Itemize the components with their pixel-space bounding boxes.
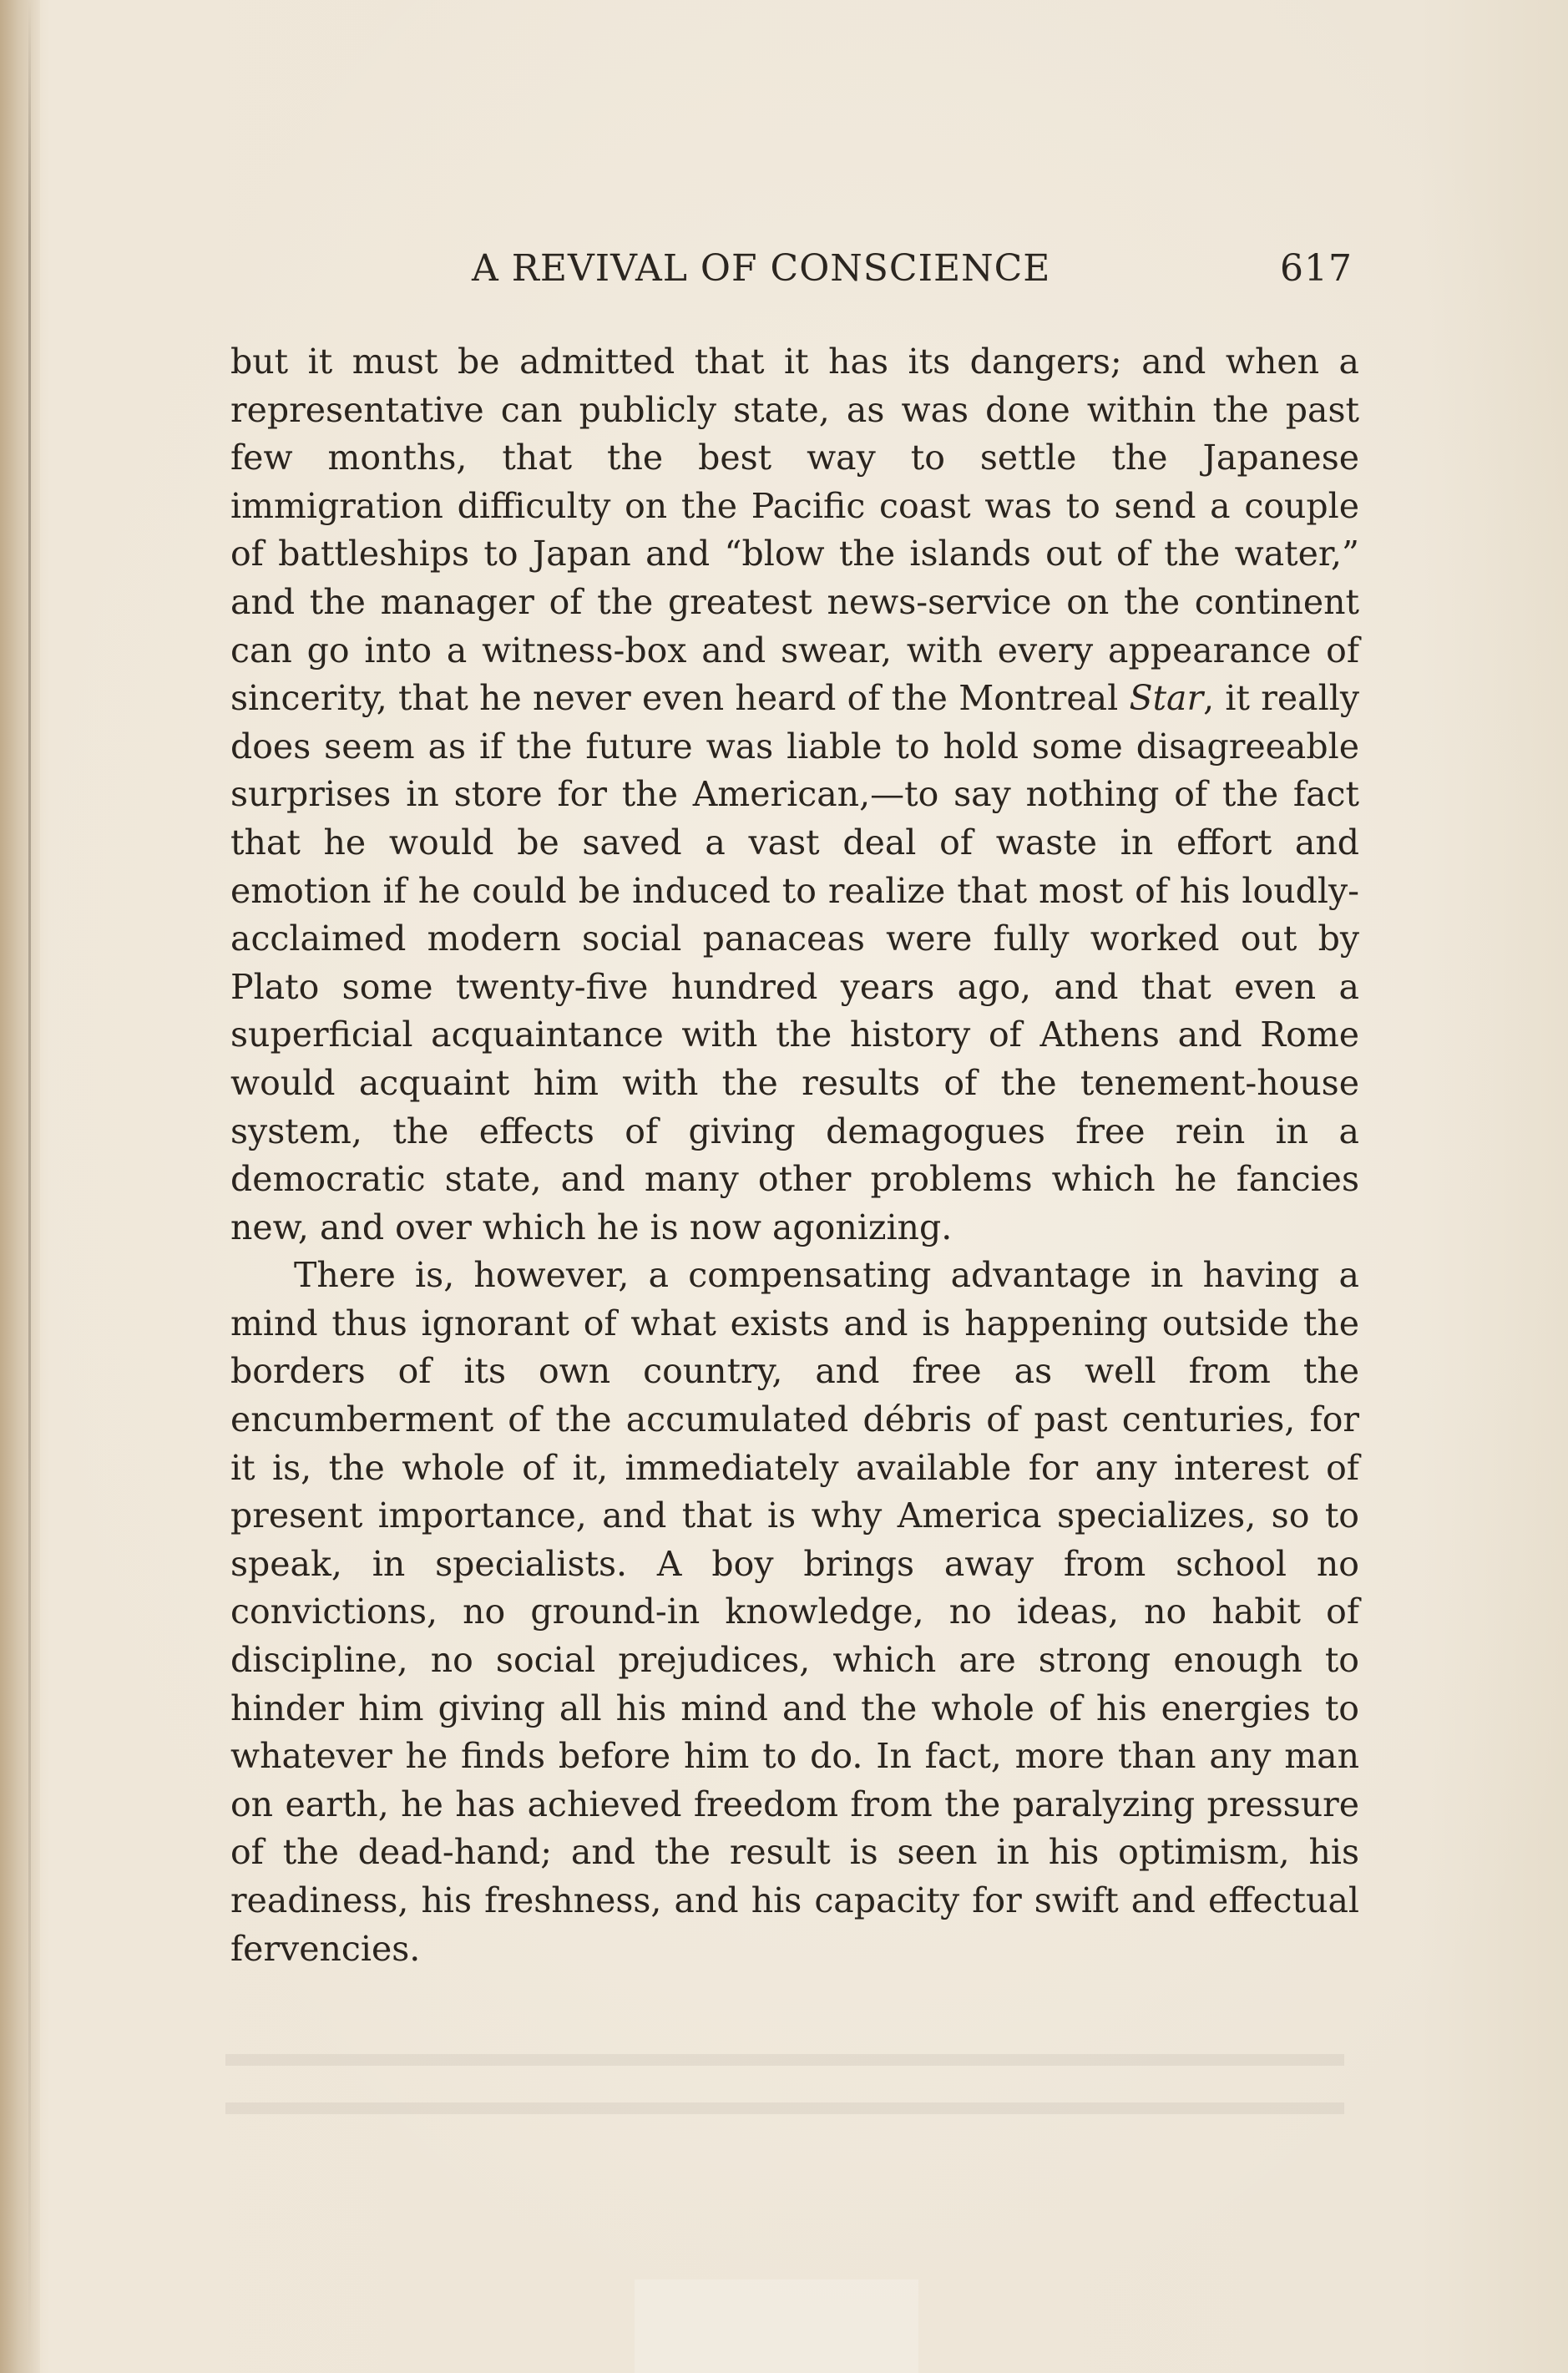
paragraph-1-text-b: , it really does seem as if the future was liable to hold some disagreeable surprises in store for the American,—to say nothing of the fact that he would be saved a vast deal of waste in effort and emotion if he could be induced to realize that most of his loudly-acclaimed modern social panaceas were fully worked out by Plato some twenty-five hundred years ago, and that even a superficial acquaintance with the history of Athens and Rome would acquaint him with the results of the tenement-house system, the effects of giving demagogues free rein in a democratic state, and many other problems which he fancies new, and over which he is now agonizing. bbox=[230, 678, 1359, 1247]
paragraph-2: There is, however, a compensating advantage in having a mind thus ignorant of what exists and is happening outside the borders of its own country, and free as well from the encumberment of the accumulated débris of past centuries, for it is, the whole of it, immediately available for any interest of present importance, and that is why America specializes, so to speak, in specialists. A boy brings away from school no convictions, no ground-in knowledge, no ideas, no habit of discipline, no social prejudices, which are strong enough to hinder him giving all his mind and the whole of his energies to whatever he finds before him to do. In fact, more than any man on earth, he has achieved freedom from the paralyzing pressure of the dead-hand; and the result is seen in his optimism, his readiness, his freshness, and his capacity for swift and effectual fervencies. bbox=[230, 1255, 1359, 1969]
newspaper-title-star: Star bbox=[1129, 678, 1204, 719]
page-number: 617 bbox=[1280, 247, 1353, 290]
running-head bbox=[234, 247, 1353, 297]
show-through-text bbox=[225, 2029, 1344, 2146]
paragraph-1-text-a: but it must be admitted that it has its dangers; and when a representative can publicly state, as was done within the past few months, that the best way to settle the Japanese immigration difficulty on the Pacific coast was to send a couple of battleships to Japan and “blow the islands out of the water,” and the manager of the greatest news-service on the continent can go into a witness-box and swear, with every appearance of sincerity, that he never even heard of the Montreal bbox=[230, 342, 1359, 719]
running-head-title: A REVIVAL OF CONSCIENCE bbox=[472, 247, 1051, 290]
body-text bbox=[230, 338, 1359, 1973]
spine-edge bbox=[28, 0, 31, 2373]
paper-worn-patch bbox=[635, 2279, 918, 2373]
paragraph-continuation bbox=[230, 338, 1359, 1252]
gutter-shadow bbox=[0, 0, 40, 2373]
